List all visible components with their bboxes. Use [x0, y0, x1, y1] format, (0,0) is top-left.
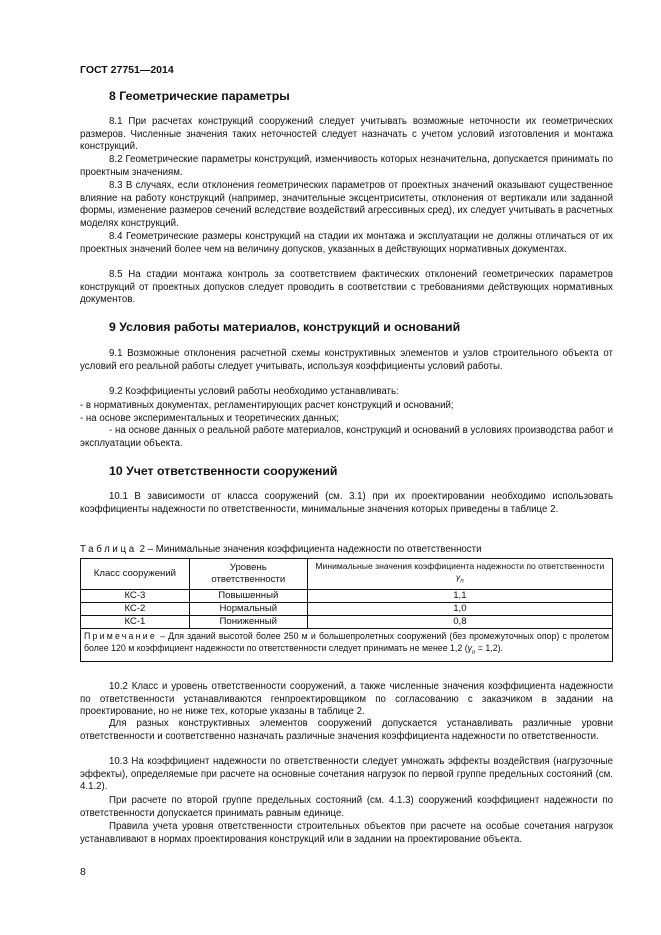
table-header-level: Уровень ответственности: [189, 559, 307, 590]
table-2: [80, 558, 613, 662]
table-row: [81, 590, 613, 603]
note-text: – Для зданий высотой более 250 м и большепролетных сооружений (без промежуточных опор) с пролетом более 120 м коэффициент надежности по ответственности следует принимать не менее 1,2: [84, 631, 609, 653]
table-caption-text: 2 – Минимальные значения коэффициента надежности по ответственности: [139, 544, 482, 555]
document-code: ГОСТ 27751—2014: [80, 64, 174, 76]
paragraph-9-2: 9.2 Коэффициенты условий работы необходимо устанавливать:: [109, 386, 399, 397]
gamma-symbol: $\gamma_n$: [456, 571, 464, 585]
table-header-class: Класс сооружений: [81, 559, 190, 590]
note-label: Примечание: [84, 631, 157, 641]
section-8-heading: 8 Геометрические параметры: [109, 89, 290, 103]
paragraph-8-3: 8.3 В случаях, если отклонения геометрических параметров от проектных значений оказывают существенное влияние на работу конструкций (например, значительные эксцентриситеты, отклонения от вертикали или заданной формы, изменение размеров сечений вследствие воздействий агрессивных сред), их следует учитывать в расчетных моделях конструкций.: [80, 180, 613, 230]
paragraph-8-4: 8.4 Геометрические размеры конструкций на стадии их монтажа и эксплуатации не должны отличаться от их проектных значений более чем на величину допусков, указанных в действующих нормативных документах.: [80, 231, 613, 255]
section-9-heading: 9 Условия работы материалов, конструкций и оснований: [109, 320, 461, 334]
table-note: Примечание – Для зданий высотой более 250 м и большепролетных сооружений (без промежуточных опор) с пролетом более 120 м коэффициент надежности по ответственности следует принимать не менее 1,2 $(\gamma_n = 1,2)$.: [81, 629, 613, 662]
list-item-9-2-a: - в нормативных документах, регламентирующих расчет конструкций и оснований;: [80, 400, 454, 411]
section-10-heading: 10 Учет ответственности сооружений: [109, 464, 338, 478]
table-cell-value: 1,0: [307, 603, 612, 616]
page-number: 8: [80, 866, 86, 878]
table-cell-class: КС-1: [81, 616, 190, 629]
note-tail: = 1,2).: [477, 642, 504, 653]
paragraph-10-3-c: Правила учета уровня ответственности строительных объектов при расчете на особые сочетания нагрузок устанавливают в нормах проектирования конструкций или в задании на проектирование объекта.: [80, 821, 613, 845]
table-caption-label: Таблица: [80, 544, 137, 555]
table-header-min-values-text: Минимальные значения коэффициента надежности по ответственности: [315, 560, 605, 571]
paragraph-10-1: 10.1 В зависимости от класса сооружений (см. 3.1) при их проектировании необходимо использовать коэффициенты надежности по ответственности, минимальные значения которых приведены в таблице 2.: [80, 491, 613, 515]
list-item-9-2-b: - на основе экспериментальных и теоретических данных;: [80, 413, 339, 424]
table-row: [81, 603, 613, 616]
table-cell-level: Повышенный: [189, 590, 307, 603]
table-header-row: [81, 559, 613, 590]
note-gamma-symbol: $\gamma_n$: [467, 642, 476, 656]
table-cell-level: Нормальный: [189, 603, 307, 616]
table-cell-level: Пониженный: [189, 616, 307, 629]
list-item-9-2-c: - на основе данных о реальной работе материалов, конструкций и оснований в условиях производства работ и эксплуатации объекта.: [80, 425, 613, 449]
paragraph-8-5: 8.5 На стадии монтажа контроль за соответствием фактических отклонений геометрических параметров конструкций от проектных допусков следует проводить в соответствии с требованиями действующих нормативных документов.: [80, 269, 613, 306]
table-cell-class: КС-3: [81, 590, 190, 603]
paragraph-8-1: 8.1 При расчетах конструкций сооружений следует учитывать возможные неточности их геометрических размеров. Численные значения таких неточностей следует назначать с учетом условий изготовления и монтажа конструкций.: [80, 116, 613, 153]
table-2-caption: [80, 544, 482, 555]
paragraph-9-1: 9.1 Возможные отклонения расчетной схемы конструктивных элементов и узлов строительного объекта от условий его реальной работы следует учитывать, используя коэффициенты условий работы.: [80, 348, 613, 372]
table-header-min-values: [307, 559, 612, 590]
table-cell-value: 1,1: [307, 590, 612, 603]
paragraph-10-3: 10.3 На коэффициент надежности по ответственности следует умножать эффекты воздействия (нагрузочные эффекты), определяемые при расчете на основные сочетания нагрузок по первой группе предельных состояний (см. 4.1.2).: [80, 756, 613, 793]
paragraph-10-2-b: Для разных конструктивных элементов сооружений допускается устанавливать различные уровни ответственности и соответственно назначать различные значения коэффициента надежности по ответственности.: [80, 718, 613, 742]
table-note-row: [81, 629, 613, 662]
table-cell-value: 0,8: [307, 616, 612, 629]
paragraph-10-3-b: При расчете по второй группе предельных состояний (см. 4.1.3) сооружений коэффициент надежности по ответственности допускается принимать равным единице.: [80, 795, 613, 819]
table-row: [81, 616, 613, 629]
paragraph-10-2: 10.2 Класс и уровень ответственности сооружений, а также численные значения коэффициента надежности по ответственности устанавливаются генпроектировщиком по согласованию с заказчиком в задании на проектирование, но не ниже тех, которые указаны в таблице 2.: [80, 681, 613, 718]
paragraph-8-2: 8.2 Геометрические параметры конструкций, изменчивость которых незначительна, допускается принимать по проектным значениям.: [80, 154, 613, 178]
table-cell-class: КС-2: [81, 603, 190, 616]
